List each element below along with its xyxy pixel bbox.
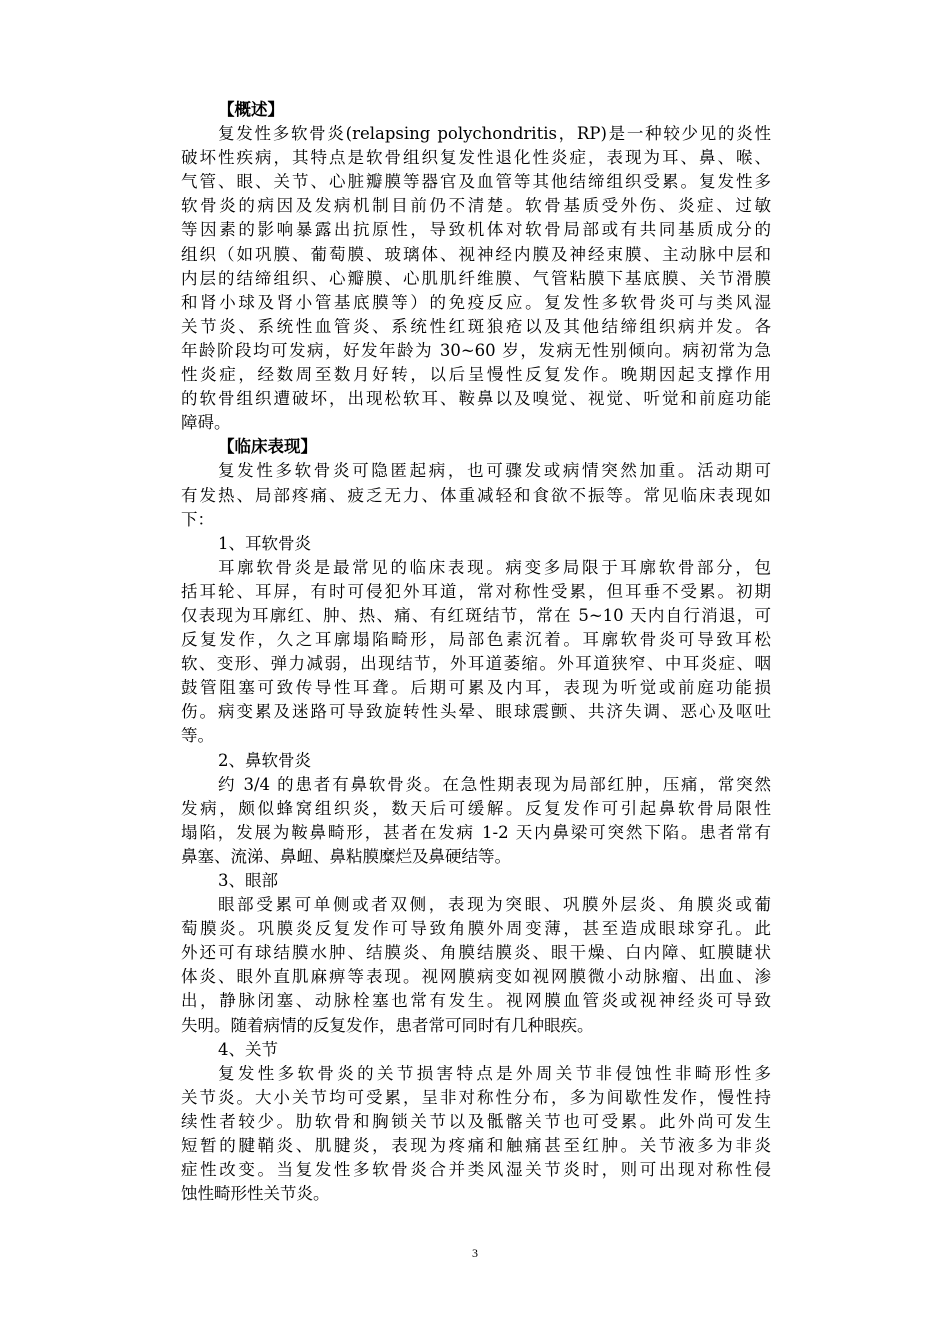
- nose-paragraph: [181, 773, 771, 869]
- text-line: 的软骨组织遭破坏，出现松软耳、鞍鼻以及嗅觉、视觉、听觉和前庭功能: [181, 389, 771, 409]
- text-line: 萄膜炎。巩膜炎反复发作可导致角膜外周变薄，甚至造成眼球穿孔。此: [181, 919, 771, 939]
- page-number: 3: [472, 1246, 478, 1260]
- subsection-title-nose: 2、鼻软骨炎: [218, 750, 311, 770]
- text-line: 软、变形、弹力减弱，出现结节，外耳道萎缩。外耳道狭窄、中耳炎症、咽: [181, 654, 771, 674]
- text-line: 复发性多软骨炎的关节损害特点是外周关节非侵蚀性非畸形性多: [218, 1063, 771, 1083]
- section-heading-clinical: 【临床表现】: [218, 437, 317, 457]
- eye-paragraph: [181, 893, 771, 1038]
- text-line: 组织（如巩膜、葡萄膜、玻璃体、视神经内膜及神经束膜、主动脉中层和: [181, 244, 771, 264]
- text-line: 耳廓软骨炎是最常见的临床表现。病变多局限于耳廓软骨部分，包: [218, 557, 771, 577]
- text-line: 失明。随着病情的反复发作，患者常可同时有几种眼疾。: [181, 1015, 594, 1035]
- text-line: 障碍。: [181, 413, 231, 433]
- text-line: 蚀性畸形性关节炎。: [181, 1184, 330, 1204]
- text-line: 鼻塞、流涕、鼻衄、鼻粘膜糜烂及鼻硬结等。: [181, 846, 511, 866]
- text-line: 发病，颇似蜂窝组织炎，数天后可缓解。反复发作可引起鼻软骨局限性: [181, 798, 771, 818]
- text-line: 复发性多软骨炎可隐匿起病，也可骤发或病情突然加重。活动期可: [218, 461, 771, 481]
- text-line: 括耳轮、耳屏，有时可侵犯外耳道，常对称性受累，但耳垂不受累。初期: [181, 581, 771, 601]
- text-line: 鼓管阻塞可致传导性耳聋。后期可累及内耳，表现为听觉或前庭功能损: [181, 678, 771, 698]
- text-line: 约 3/4 的患者有鼻软骨炎。在急性期表现为局部红肿，压痛，常突然: [218, 774, 771, 794]
- text-line: 内层的结缔组织、心瓣膜、心肌肌纤维膜、气管粘膜下基底膜、关节滑膜: [181, 268, 771, 288]
- text-line: 软骨炎的病因及发病机制目前仍不清楚。软骨基质受外伤、炎症、过敏: [181, 196, 771, 216]
- text-line: 破坏性疾病，其特点是软骨组织复发性退化性炎症，表现为耳、鼻、喉、: [181, 148, 771, 168]
- subsection-title-eye: 3、眼部: [218, 871, 278, 890]
- overview-paragraph: [181, 122, 771, 435]
- text-line: 眼部受累可单侧或者双侧，表现为突眼、巩膜外层炎、角膜炎或葡: [218, 895, 771, 915]
- text-line: 等因素的影响暴露出抗原性，导致机体对软骨局部或有共同基质成分的: [181, 220, 771, 240]
- joint-paragraph: [181, 1062, 771, 1207]
- text-line: 关节炎。大小关节均可受累，呈非对称性分布，多为间歇性发作，慢性持: [181, 1087, 771, 1107]
- text-line: 年龄阶段均可发病，好发年龄为 30~60 岁，发病无性别倾向。病初常为急: [181, 340, 771, 360]
- text-line: 症性改变。当复发性多软骨炎合并类风湿关节炎时，则可出现对称性侵: [181, 1160, 771, 1180]
- text-line: 出，静脉闭塞、动脉栓塞也常有发生。视网膜血管炎或视神经炎可导致: [181, 991, 771, 1011]
- text-line: 有发热、局部疼痛、疲乏无力、体重减轻和食欲不振等。常见临床表现如: [181, 485, 771, 505]
- text-line: 反复发作，久之耳廓塌陷畸形，局部色素沉着。耳廓软骨炎可导致耳松: [181, 630, 771, 650]
- text-line: 下：: [181, 509, 214, 529]
- subsection-title-joint: 4、关节: [218, 1039, 278, 1059]
- text-line: 塌陷，发展为鞍鼻畸形，甚者在发病 1-2 天内鼻梁可突然下陷。患者常有: [181, 822, 771, 842]
- text-line: 短暂的腱鞘炎、肌腱炎，表现为疼痛和触痛甚至红肿。关节液多为非炎: [181, 1136, 771, 1156]
- text-line: 伤。病变累及迷路可导致旋转性头晕、眼球震颤、共济失调、恶心及呕吐: [181, 702, 771, 722]
- text-line: 和肾小球及肾小管基底膜等）的免疫反应。复发性多软骨炎可与类风湿: [181, 292, 771, 312]
- clinical-intro-paragraph: [181, 459, 771, 531]
- text-line: 性炎症，经数周至数月好转，以后呈慢性反复发作。晚期因起支撑作用: [181, 365, 771, 385]
- text-line: 外还可有球结膜水肿、结膜炎、角膜结膜炎、眼干燥、白内障、虹膜睫状: [181, 943, 771, 963]
- ear-paragraph: [181, 556, 771, 749]
- text-line: 体炎、眼外直肌麻痹等表现。视网膜病变如视网膜微小动脉瘤、出血、渗: [181, 967, 771, 987]
- text-line: 复发性多软骨炎(relapsing polychondritis，RP)是一种较少见的炎性: [218, 124, 771, 144]
- subsection-title-ear: 1、耳软骨炎: [218, 533, 311, 553]
- text-line: 等。: [181, 726, 214, 746]
- text-line: 气管、眼、关节、心脏瓣膜等器官及血管等其他结缔组织受累。复发性多: [181, 172, 771, 192]
- section-heading-overview: 【概述】: [218, 100, 284, 119]
- text-line: 关节炎、系统性血管炎、系统性红斑狼疮以及其他结缔组织病并发。各: [181, 316, 771, 336]
- text-line: 续性者较少。肋软骨和胸锁关节以及骶髂关节也可受累。此外尚可发生: [181, 1111, 771, 1131]
- text-line: 仅表现为耳廓红、肿、热、痛、有红斑结节，常在 5~10 天内自行消退，可: [181, 605, 771, 625]
- document-body: [181, 98, 771, 1206]
